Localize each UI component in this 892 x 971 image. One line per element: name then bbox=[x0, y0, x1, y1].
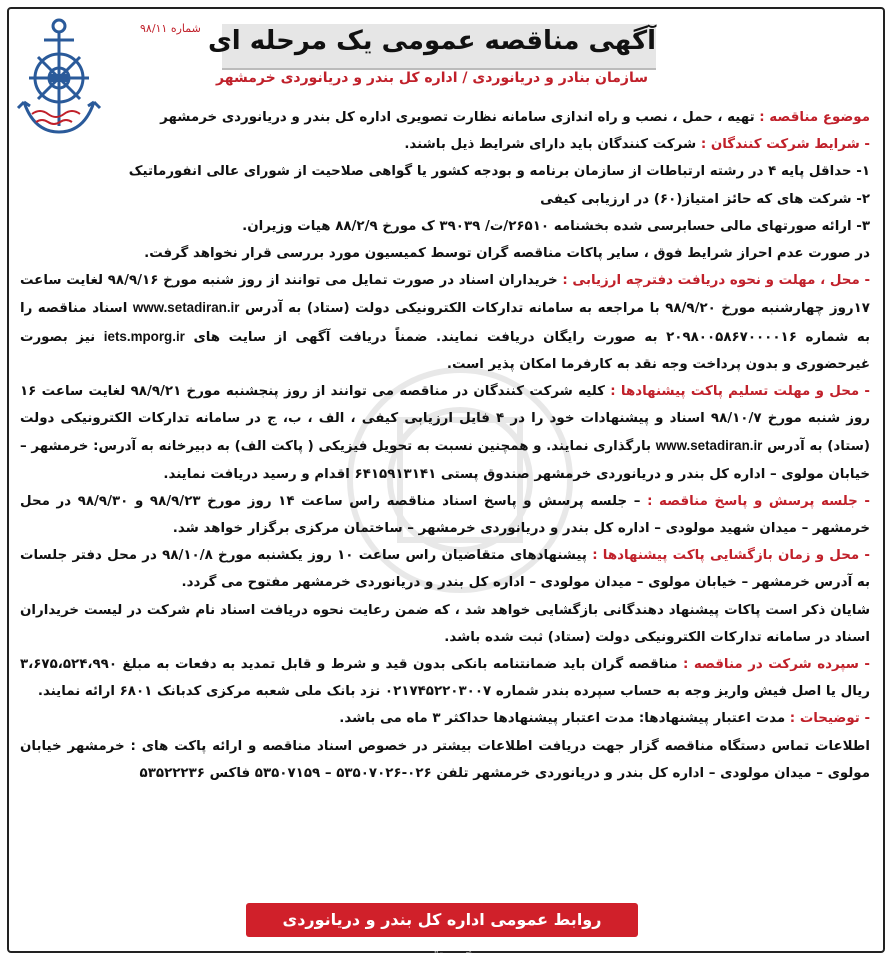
deadline-paragraph bbox=[20, 267, 870, 378]
submission-label: - محل و مهلت تسلیم پاکت پیشنهادها : bbox=[610, 384, 870, 400]
subject-text: تهیه ، حمل ، نصب و راه اندازی سامانه نظارت تصویری اداره کل بندر و دریانوردی خرمشهر bbox=[160, 110, 760, 125]
deposit-paragraph bbox=[20, 651, 870, 705]
condition-item-1: ۱- حداقل پایه ۴ در رشته ارتباطات از سازمان برنامه و بودجه کشور یا گواهی صلاحیت از شورای عالی انفورماتیک bbox=[128, 164, 870, 180]
deadline-text-3: نیز بصورت غیرحضوری و بدون پرداخت وجه نقد به کارفرما امکان پذیر است. bbox=[20, 329, 870, 372]
submission-text-2: بارگذاری نمایند. و همچنین نسبت به تحویل فیزیکی ( پاکت الف) به دبیرخانه به آدرس: خرمشهر – خیابان مولوی – اداره کل بندر و دریانوردی خرمشهر صندوق پستی ۶۴۱۵۹۱۳۱۴۱ اقدام و رسید دریافت نمایند. bbox=[20, 439, 870, 482]
deadline-label: - محل ، مهلت و نحوه دریافت دفترچه ارزیابی : bbox=[562, 273, 871, 289]
subject-paragraph bbox=[20, 104, 870, 131]
condition-item-2: ۲- شرکت های که حائز امتیاز(۶۰) در ارزیابی کیفی bbox=[540, 191, 870, 207]
setadiran-link[interactable]: www.setadiran.ir bbox=[132, 300, 240, 316]
notes-label: - توضیحات : bbox=[789, 711, 870, 727]
conditions-label: - شرایط شرکت کنندگان : bbox=[700, 137, 870, 153]
opening-text: پیشنهادهای متقاضیان راس ساعت ۱۰ روز یکشنبه مورخ ۹۸/۱۰/۸ در محل دفتر جلسات به آدرس خرمشهر – خیابان مولوی – میدان مولودی – اداره کل بندر و دریانوردی خرمشهر مفتوح می گردد. bbox=[20, 548, 870, 591]
contact-paragraph: اطلاعات تماس دستگاه مناقصه گزار جهت دریافت اطلاعات بیشتر در خصوص اسناد مناقصه و ارائه پاکت های : خرمشهر خیابان مولوی – میدان مولودی – اداره کل بندر و دریانوردی خرمشهر تلفن ۰۲۶-۵۳۵۰۷۰۲۶ – ۵۳۵۰۷۱۵۹ فاکس ۵۳۵۲۲۲۳۶ bbox=[20, 738, 870, 781]
qa-session-paragraph bbox=[20, 488, 870, 542]
deadline-text-1: خریداران اسناد در صورت تمایل می توانند از روز شنبه مورخ ۹۸/۹/۱۶ لغایت ساعت ۱۷روز چهارشنبه مورخ ۹۸/۹/۲۰ با مراجعه به سامانه تدارکات الکترونیکی دولت (ستاد) به آدرس bbox=[20, 273, 870, 317]
deposit-label: - سپرده شرکت در مناقصه : bbox=[683, 657, 870, 673]
conditions-note: در صورت عدم احراز شرایط فوق ، سایر پاکات مناقصه گران توسط کمیسیون مورد بررسی قرار نخواهد گرفت. bbox=[144, 246, 870, 262]
deadline-text-2: اسناد مناقصه را به شماره ۲۰۹۸۰۰۵۸۶۷۰۰۰۰۱۶ به صورت رایگان دریافت نمایند. ضمناً دریافت آگهی از سایت های bbox=[20, 301, 870, 345]
subject-label: موضوع مناقصه : bbox=[759, 110, 870, 125]
deposit-text: مناقصه گران باید ضمانتنامه بانکی بدون قید و شرط و قابل تمدید به دفعات به مبلغ ۳،۶۷۵،۵۲۴،۹۹۰ ریال یا اصل فیش واریز وجه به حساب سپرده بندر شماره ۰۲۱۷۴۵۲۲۰۳۰۰۷ نزد بانک ملی شعبه مرکزی کدبانک ۶۸۰۱ ارائه نمایند. bbox=[20, 657, 870, 700]
condition-item-3: ۳- ارائه صورتهای مالی حسابرسی شده بخشنامه ۲۶۵۱۰/ت/ ۳۹۰۳۹ ک مورخ ۸۸/۲/۹ هیات وزیران. bbox=[242, 218, 870, 234]
iets-link[interactable]: iets.mporg.ir bbox=[103, 328, 185, 344]
notes-paragraph bbox=[20, 705, 870, 732]
footer-text: روابط عمومی اداره کل بندر و دریانوردی خرمشهر bbox=[282, 910, 602, 963]
submission-paragraph bbox=[20, 378, 870, 488]
notes-text: مدت اعتبار پیشنهادها: مدت اعتبار پیشنهادها حداکثر ۳ ماه می باشد. bbox=[339, 711, 790, 727]
opening-paragraph bbox=[20, 542, 870, 596]
setadiran-link-2[interactable]: www.setadiran.ir bbox=[655, 438, 763, 454]
notice-body bbox=[20, 104, 870, 787]
qa-session-text: – جلسه پرسش و پاسخ اسناد مناقصه راس ساعت ۱۴ روز مورخ ۹۸/۹/۲۳ و ۹۸/۹/۳۰ در محل خرمشهر – میدان شهید مولودی – اداره کل بندر و دریانوردی خرمشهر – ساختمان مرکزی برگزار خواهد شد. bbox=[20, 493, 870, 537]
opening-note: شایان ذکر است پاکات پیشنهاد دهندگانی بازگشایی خواهد شد ، که ضمن رعایت نحوه دریافت اسناد نام شرکت در لیست خریداران اسناد در سامانه تدارکات الکترونیکی دولت (ستاد) ثبت شده باشد. bbox=[20, 602, 870, 645]
opening-label: - محل و زمان بازگشایی پاکت پیشنهادها : bbox=[592, 548, 870, 564]
conditions-paragraph bbox=[20, 131, 870, 158]
conditions-text: شرکت کنندگان باید دارای شرایط ذیل باشند. bbox=[404, 137, 701, 153]
notice-number: شماره ۹۸/۱۱ bbox=[140, 22, 201, 35]
page-title: آگهی مناقصه عمومی یک مرحله ای bbox=[207, 26, 656, 56]
organization-subtitle: سازمان بنادر و دریانوردی / اداره کل بندر و دریانوردی خرمشهر bbox=[216, 70, 648, 86]
qa-session-label: - جلسه پرسش و پاسخ مناقصه : bbox=[647, 493, 870, 509]
submission-text-1: کلیه شرکت کنندگان در مناقصه می توانند از روز پنجشنبه مورخ ۹۸/۹/۲۱ لغایت ساعت ۱۶ روز شنبه مورخ ۹۸/۱۰/۷ اسناد و پیشنهادات خود را در ۴ فایل ارزیابی کیفی ، الف ، ب، ج در سامانه تدارکات الکترونیکی دولت (ستاد) به آدرس bbox=[20, 384, 871, 455]
